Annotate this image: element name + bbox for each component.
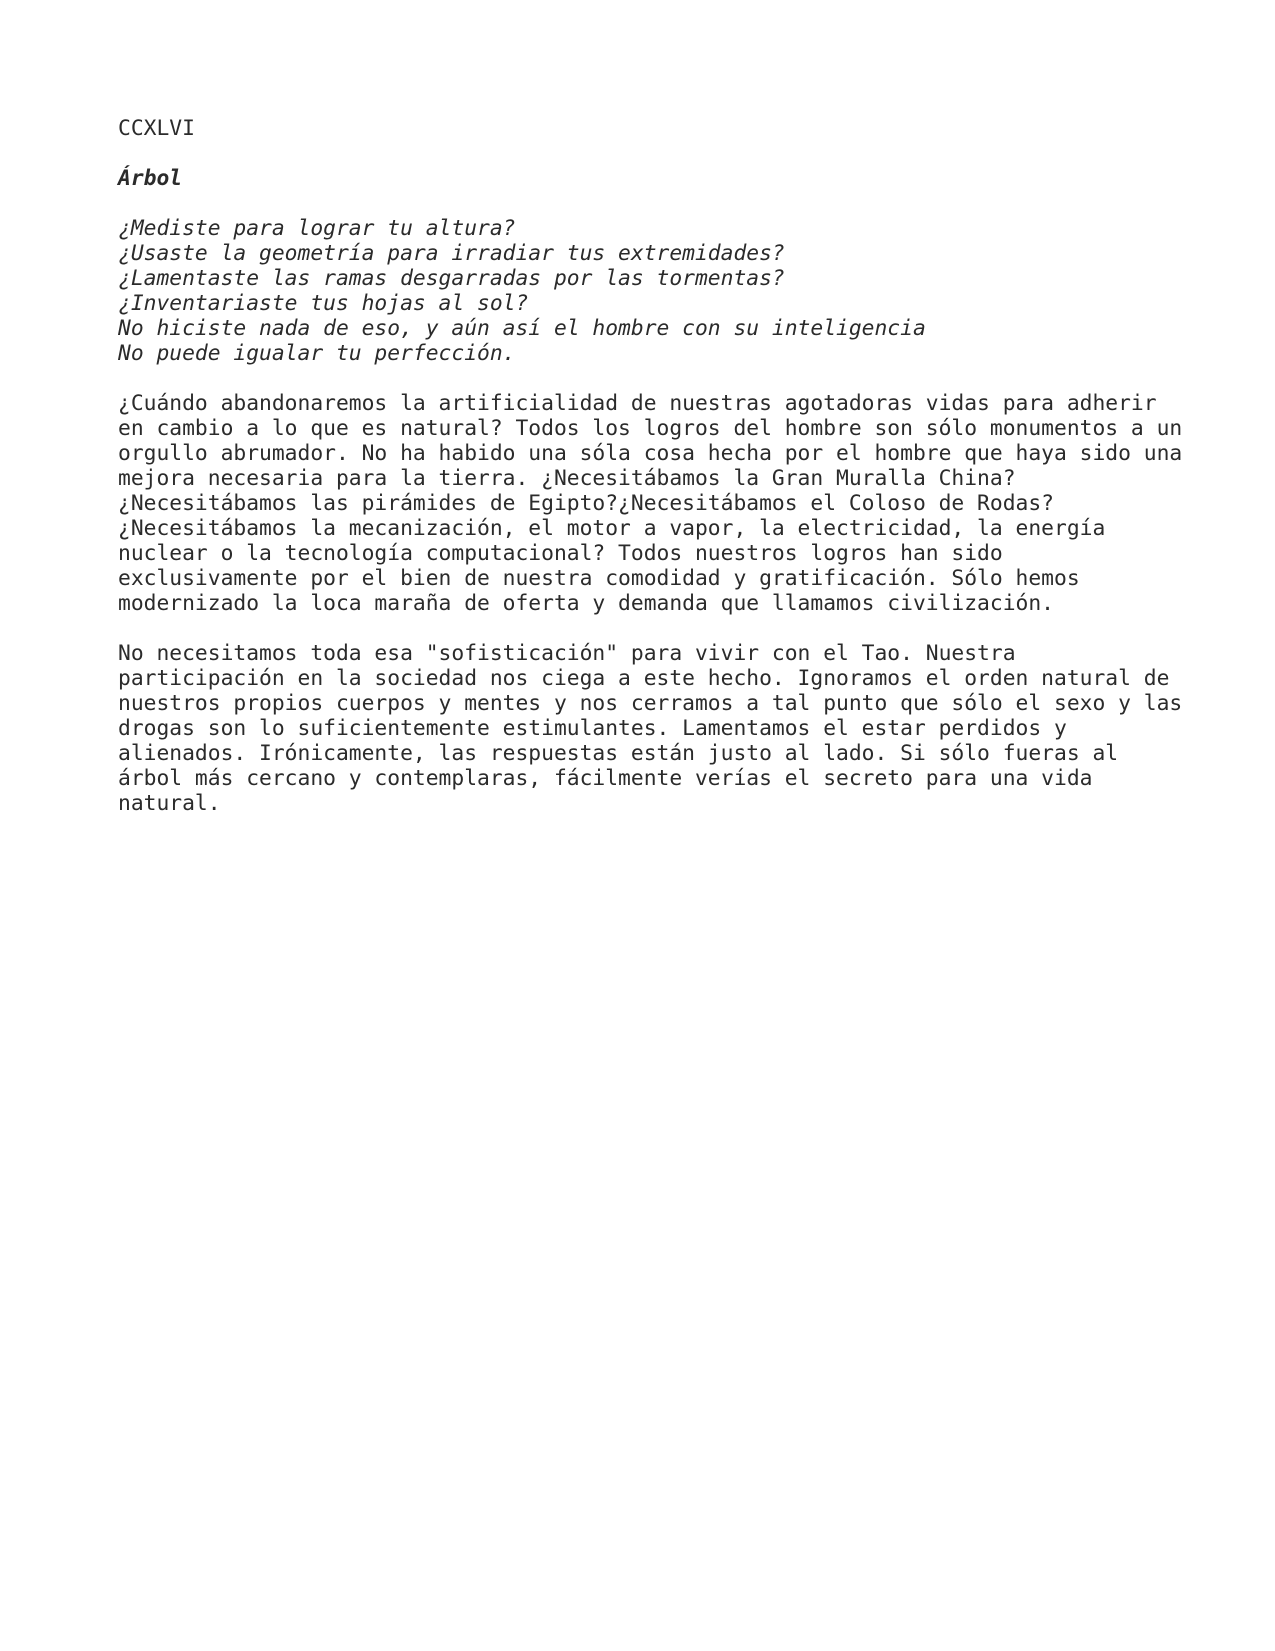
paragraph-line: nuclear o la tecnología computacional? Todos nuestros logros han sido <box>118 541 1003 566</box>
paragraph-line: modernizado la loca maraña de oferta y demanda que llamamos civilización. <box>118 591 1054 616</box>
paragraph-line: mejora necesaria para la tierra. ¿Necesitábamos la Gran Muralla China? <box>118 466 1016 491</box>
poem <box>118 216 1178 366</box>
poem-title: Árbol <box>118 166 183 191</box>
paragraph-line: No necesitamos toda esa "sofisticación" para vivir con el Tao. Nuestra <box>118 641 1016 666</box>
spacer <box>118 141 1178 166</box>
paragraph-line: alienados. Irónicamente, las respuestas están justo al lado. Si sólo fueras al <box>118 741 1119 766</box>
paragraph-line: ¿Necesitábamos la mecanización, el motor a vapor, la electricidad, la energía <box>118 516 1106 541</box>
poem-line: No hiciste nada de eso, y aún así el hombre con su inteligencia <box>118 316 926 341</box>
paragraph-line: nuestros propios cuerpos y mentes y nos cerramos a tal punto que sólo el sexo y las <box>118 691 1183 716</box>
paragraph-line: participación en la sociedad nos ciega a este hecho. Ignoramos el orden natural de <box>118 666 1170 691</box>
poem-line: No puede igualar tu perfección. <box>118 341 516 366</box>
poem-line: ¿Lamentaste las ramas desgarradas por las tormentas? <box>118 266 785 291</box>
spacer <box>118 616 1178 641</box>
paragraph-line: en cambio a lo que es natural? Todos los logros del hombre son sólo monumentos a un <box>118 416 1183 441</box>
paragraph-line: ¿Cuándo abandonaremos la artificialidad de nuestras agotadoras vidas para adherir <box>118 391 1157 416</box>
paragraph-line: ¿Necesitábamos las pirámides de Egipto?¿Necesitábamos el Coloso de Rodas? <box>118 491 1054 516</box>
poem-line: ¿Usaste la geometría para irradiar tus extremidades? <box>118 241 785 266</box>
chapter-number: CCXLVI <box>118 116 195 141</box>
poem-line: ¿Mediste para lograr tu altura? <box>118 216 516 241</box>
spacer <box>118 191 1178 216</box>
poem-line: ¿Inventariaste tus hojas al sol? <box>118 291 529 316</box>
paragraph-line: árbol más cercano y contemplaras, fácilmente verías el secreto para una vida <box>118 766 1093 791</box>
spacer <box>118 366 1178 391</box>
paragraph-line: drogas son lo suficientemente estimulantes. Lamentamos el estar perdidos y <box>118 716 1067 741</box>
paragraph-1 <box>118 391 1183 616</box>
document-body <box>118 116 1183 816</box>
paragraph-line: natural. <box>118 791 221 816</box>
paragraph-line: orgullo abrumador. No ha habido una sóla cosa hecha por el hombre que haya sido una <box>118 441 1183 466</box>
paragraph-2 <box>118 641 1183 816</box>
paragraph-line: exclusivamente por el bien de nuestra comodidad y gratificación. Sólo hemos <box>118 566 1080 591</box>
